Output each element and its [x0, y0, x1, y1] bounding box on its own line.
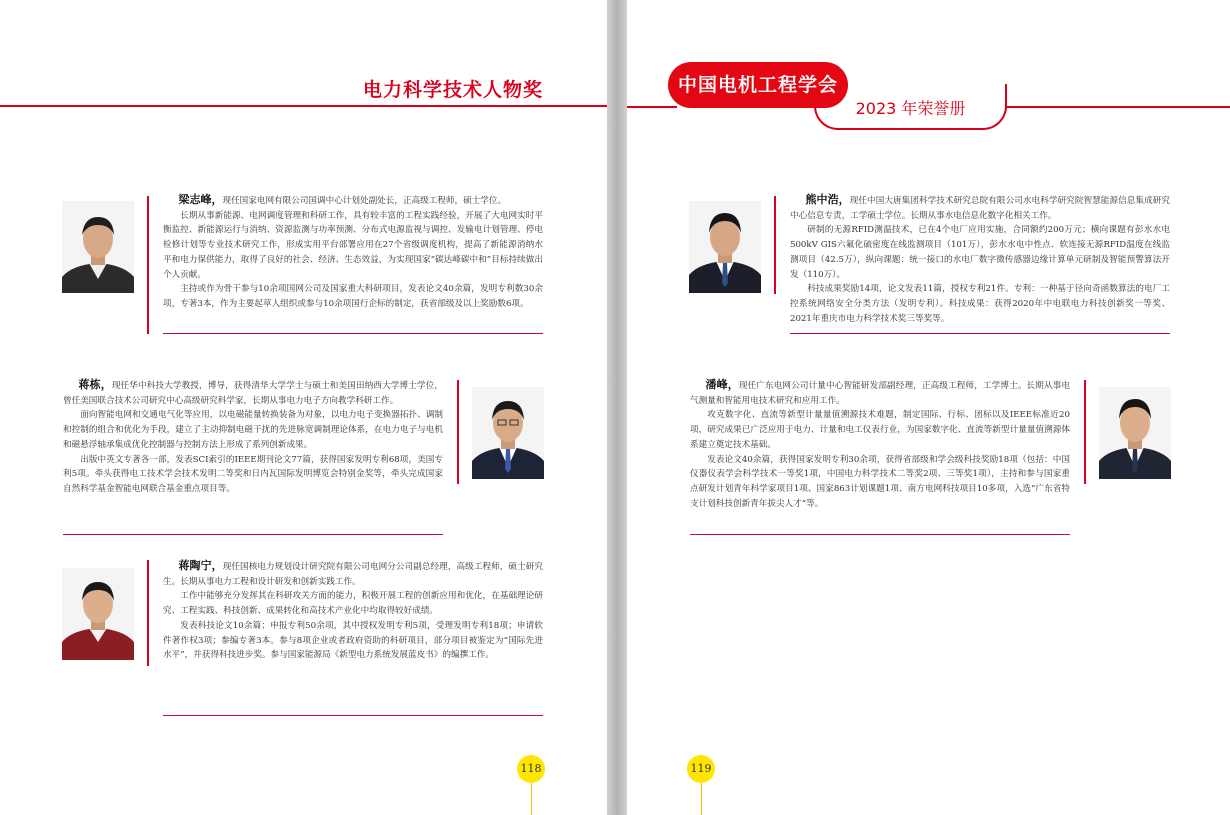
bio-jiang-taoning: [163, 559, 543, 663]
bio-paragraph: 现任国核电力规划设计研究院有限公司电网分公司副总经理，高级工程师，硕士研究生。长期从事电力工程和设计研发和创新实践工作。: [163, 562, 543, 587]
person-name: 梁志峰，: [178, 193, 223, 206]
page-number: 118: [517, 755, 545, 783]
bio-paragraph: 面向智能电网和交通电气化等应用，以电磁能量转换装备为对象，以电力电子变换器拓扑、调制和控制的组合和优化为手段，建立了主动抑制电磁干扰的先进脉宽调制理论体系，在电力电子与电机和磁悬浮轴承集成优化控制器与控制方法上形成了系列创新成果。: [63, 410, 443, 450]
person-name: 蒋陶宁，: [178, 559, 223, 572]
bio-pan: [690, 378, 1070, 511]
bio-paragraph: 长期从事新能源、电网调度管理和科研工作，具有较丰富的工程实践经验，开展了大电网实时平衡监控、新能源运行与消纳、资源监测与功率预测、分布式电源监视与调控、发输电计划管理、停电检修计划等专业技术研究工作，形成实用平台部署应用在27个省级调度机构，提高了新能源消纳水平和电力保供能力，取得了良好的社会、经济、生态效益，为实现国家“碳达峰碳中和”目标持续做出个人贡献。: [163, 210, 543, 280]
entry-accent-bar: [774, 196, 776, 294]
entry-accent-bar: [1084, 380, 1086, 484]
portrait-jiang-taoning: [62, 568, 134, 660]
entry-separator: [163, 333, 543, 334]
entry-accent-bar: [147, 560, 149, 666]
entry-separator: [790, 333, 1170, 334]
bio-paragraph: 现任中国大唐集团科学技术研究总院有限公司水电科学研究院智慧能源信息集成研究中心信息专责，工学硕士学位。长期从事水电信息化数字化相关工作。: [790, 196, 1170, 221]
book-spine: [607, 0, 627, 815]
person-name: 潘峰，: [705, 378, 739, 391]
left-page: [0, 0, 607, 815]
bio-jiang-dong: [63, 378, 443, 497]
page-number-line: [531, 783, 532, 815]
entry-accent-bar: [147, 196, 149, 334]
honor-roll-label: 2023 年荣誉册: [814, 84, 1007, 130]
bio-paragraph: 出版中英文专著各一部，发表SCI索引的IEEE期刊论文77篇，获得国家发明专利68项，美国专利5项。牵头获得电工技术学会技术发明二等奖和日内瓦国际发明博览会特别金奖等，牵头完成国家自然科学基金智能电网联合基金重点项目等。: [63, 454, 443, 494]
entry-separator: [163, 715, 543, 716]
bio-paragraph: 工作中能够充分发挥其在科研攻关方面的能力，积极开展工程的创新应用和优化，在基础理论研究、工程实践、科技创新、成果转化和高技术产业化中均取得较好成绩。: [163, 591, 543, 617]
bio-paragraph: 研制的无源RFID测温技术，已在4个电厂应用实施，合同额约200万元；横向课题有彭水水电500kV GIS六氟化硫密度在线监测项目（101万），彭水水电中性点、软连接无源RFID温度在线监测项目（42.5万），纵向课题：统一接口的水电厂数字微传感器边缘计算单元研制及智能预警算法开发（110万）。: [790, 225, 1170, 280]
entry-separator: [690, 534, 1070, 535]
bio-paragraph: 攻克数字化、直流等新型计量量值溯源技术难题，制定国际、行标、团标以及IEEE标准近20项，研究成果已广泛应用于电力、计量和电工仪表行业，为国家数字化、直流等新型计量量值溯源体系建立奠定技术基础。: [690, 410, 1070, 450]
bio-xiong: [790, 193, 1170, 326]
award-title: 电力科学技术人物奖: [362, 79, 543, 101]
portrait-pan: [1099, 387, 1171, 479]
bio-liang: [163, 193, 543, 312]
entry-accent-bar: [457, 380, 459, 484]
person-name: 蒋栋，: [78, 378, 112, 391]
portrait-xiong: [689, 201, 761, 293]
bio-paragraph: 发表论文40余篇，获得国家发明专利30余项，获得省部级和学会级科技奖励18项（包括：中国仪器仪表学会科学技术一等奖1项，中国电力科学技术二等奖2项、三等奖1项），主持和参与国家重点研发计划青年科学家项目1项、国家863计划课题1项、南方电网科技项目10多项，入选“广东省特支计划科技创新青年拔尖人才”等。: [690, 454, 1070, 509]
bio-paragraph: 现任华中科技大学教授，博导，获得清华大学学士与硕士和美国田纳西大学博士学位，曾任美国联合技术公司研究中心高级研究科学家，长期从事电力电子方向教学科研工作。: [63, 381, 443, 406]
portrait-liang: [62, 201, 134, 293]
page-number-line: [701, 783, 702, 815]
bio-paragraph: 发表科技论文10余篇；申报专利50余项，其中授权发明专利5项，受理发明专利18项；申请软件著作权3项；参编专著3本。参与8项企业或者政府资助的科研项目，部分项目被鉴定为“国际先进水平”，并获得科技进步奖。参与国家能源局《新型电力系统发展蓝皮书》的编撰工作。: [163, 620, 543, 661]
page-number: 119: [687, 755, 715, 783]
bio-paragraph: 科技成果奖励14项，论文发表11篇，授权专利21件。专利：一种基于径向奇函数算法的电厂工控系统网络安全分类方法（发明专利）。科技成果：获得2020年中电联电力科技创新奖一等奖、2021年重庆市电力科学技术奖三等奖等。: [790, 284, 1170, 324]
bio-paragraph: 现任国家电网有限公司国调中心计划处副处长，正高级工程师，硕士学位。: [222, 196, 507, 206]
header-rule: [0, 105, 607, 107]
society-badge: 中国电机工程学会: [668, 62, 848, 108]
right-page: [627, 0, 1230, 815]
bio-paragraph: 现任广东电网公司计量中心智能研发部副经理，正高级工程师，工学博士。长期从事电气测量和智能用电技术研究和应用工作。: [690, 381, 1070, 406]
portrait-jiang-dong: [472, 387, 544, 479]
entry-separator: [63, 534, 443, 535]
bio-paragraph: 主持或作为骨干参与10余项国网公司及国家重大科研项目，发表论文40余篇，发明专利数30余项，专著3本，作为主要起草人组织或参与10余项国行企标的制定，获省部级及以上奖励数6项。: [163, 284, 543, 309]
header-rule: [627, 106, 677, 108]
person-name: 熊中浩，: [805, 193, 850, 206]
header-rule: [1005, 106, 1230, 108]
